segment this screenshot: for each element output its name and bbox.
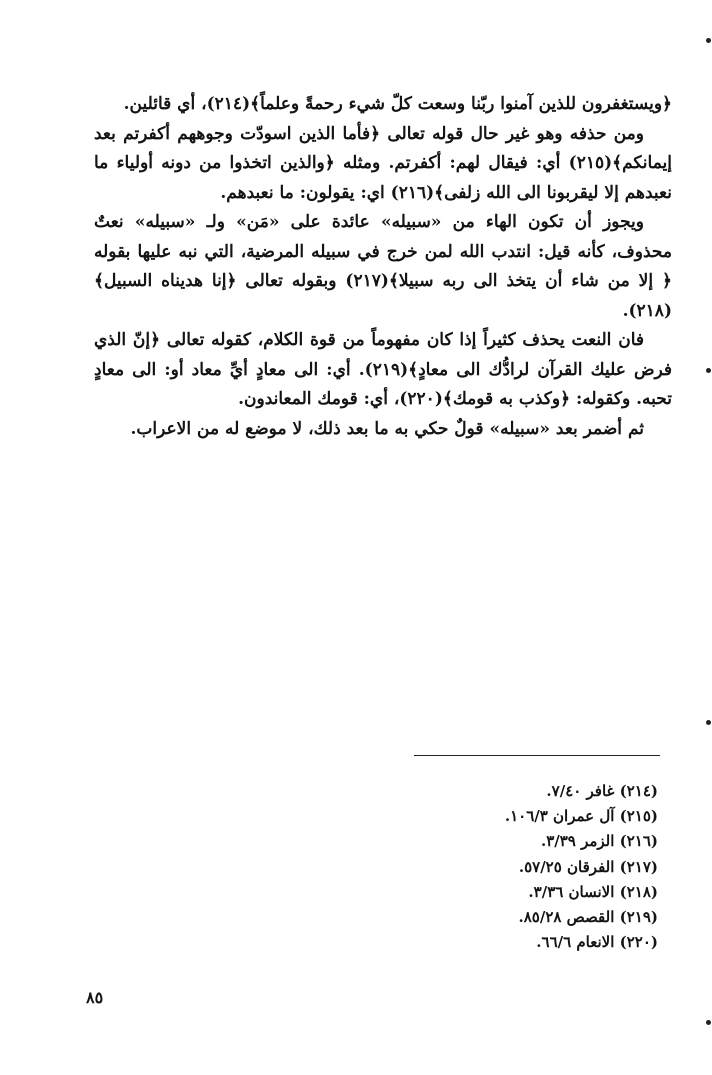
page-number: ٨٥ [86,988,104,1007]
footnote-separator [414,755,660,756]
paragraph-3: ويجوز أن تكون الهاء من «سبيله» عائدة على «مَن» ولـ «سبيله» نعتٌ محذوف، كأنه قيل: انتدب الله لمن خرج في سبيله المرضية، التي نبه عليها بقوله ﴿ إلا من شاء أن يتخذ الى ربه سبيلا﴾(٢١٧) وبقوله تعالى ﴿إنا هديناه السبيل﴾(٢١٨). [94,212,673,321]
main-text [94,90,672,444]
footnote-216: (٢١٦) الزمر ٣/٣٩. [540,832,658,851]
footnotes [358,779,658,955]
edge-mark [706,38,711,43]
edge-mark [706,368,711,373]
edge-mark [706,1020,711,1025]
paragraph-4: فان النعت يحذف كثيراً إذا كان مفهوماً من قوة الكلام، كقوله تعالى ﴿إنّ الذي فرض عليك القرآن لرادُّك الى معادٍ﴾(٢١٩). أي: الى معادٍ أيِّ معاد أو: الى معادٍ تحبه. وكقوله: ﴿وكذب به قومك﴾(٢٢٠)، أي: قومك المعاندون. [94,330,673,409]
footnote-219: (٢١٩) القصص ٨٥/٢٨. [518,908,658,927]
paragraph-5: ثم أضمر بعد «سبيله» قولٌ حكي به ما بعد ذلك، لا موضع له من الاعراب. [130,418,644,439]
edge-mark [706,720,711,725]
paragraph-2: ومن حذفه وهو غير حال قوله تعالى ﴿فأما الذين اسودّت وجوههم أكفرتم بعد إيمانكم﴾(٢١٥) أي: فيقال لهم: أكفرتم. ومثله ﴿والذين اتخذوا من دونه أولياء ما نعبدهم إلا ليقربونا الى الله زلفى﴾(٢١٦) اي: يقولون: ما نعبدهم. [94,123,672,203]
paragraph-1: ﴿ويستغفرون للذين آمنوا ربّنا وسعت كلّ شيء رحمةً وعلماً﴾(٢١٤)، أي قائلين. [123,94,672,114]
footnote-218: (٢١٨) الانسان ٣/٣٦. [528,882,658,901]
footnote-215: (٢١٥) آل عمران ١٠٦/٣. [504,807,658,826]
footnote-217: (٢١٧) الفرقان ٥٧/٢٥. [518,857,658,876]
footnote-220: (٢٢٠) الانعام ٦٦/٦. [536,933,658,952]
footnote-214: (٢١٤) غافر ٧/٤٠. [546,782,658,800]
